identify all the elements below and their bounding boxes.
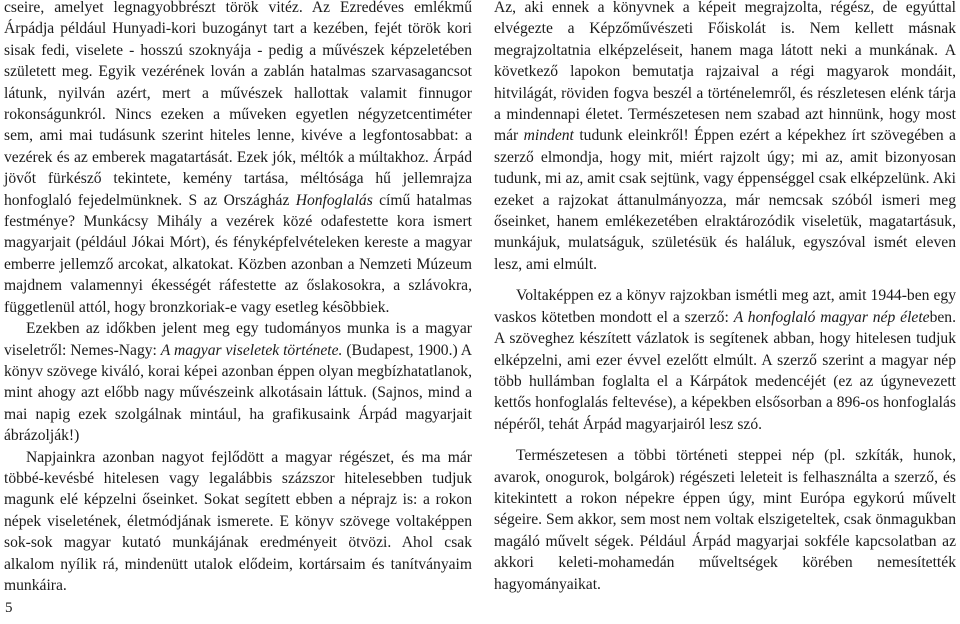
page-number: 5 <box>5 600 13 616</box>
text-run: Az, aki ennek a könyvnek a képeit megrajzolta, régész, de egyúttal elvégezte a Képzőművészeti Főiskolát is. Nem kellett másnak megrajzoltatnia elképzeléseit, hanem maga látott neki a munkának. A következő lapokon bemutatja rajzaival a régi magyarok mondáit, hitvilágát, röviden fogva beszél a történelemről, és részletesen elénk tárja a mindennapi életet. Természetesen nem szabad azt hinnünk, hogy most már <box>494 0 956 145</box>
paragraph-left-1 <box>4 0 472 318</box>
text-run: Napjainkra azonban nagyot fejlődött a magyar régészet, és ma már többé-kevésbé hitelesen vagy legalábbis százszor hitelesebben tudjuk magunk elé képzelni őseinket. Sokat segített ebben a néprajz is: a rokon népek viseletének, életmódjának ismerete. E könyv szövege voltaképpen sok-sok magyar kutató munkájának eredményeit ötvözi. Ahol csak alkalom nyílik rá, mindenütt utalok elődeim, kortársaim és tanítványaim munkáira. <box>4 448 472 594</box>
italic-title-viseletek: A magyar viseletek története. <box>160 341 343 359</box>
paragraph-left-2 <box>4 318 472 446</box>
text-run: cseire, amelyet legnagyobbrészt török vitéz. Az Ezredéves emlékmű Árpádja például Hunyadi-kori buzogányt tart a kezében, fejét török kori sisak fedi, viselete - hosszú szoknyája - pedig a művészek képzeletében született meg. Egyik vezérének lován a zablán hatalmas szarvasagancsot látunk, nyilván azért, mert a művészek hallottak valamit finnugor rokonságunkról. Nincs ezeken a műveken egyetlen négyzetcentiméter sem, ami mai tudásunk szerint hiteles lenne, kivéve a legfontosabbat: a vezérek és az emberek magatartását. Ezek jók, méltók a múltakhoz. Árpád jövőt fürkésző tekintete, kemény tartása, méltósága hű jellemrajza honfoglaló fejedelmünknek. S az Országház <box>4 0 472 209</box>
text-run: Természetesen a többi történeti steppei nép (pl. szkíták, hunok, avarok, onogurok, bolgárok) régészeti leleteit is felhasználta a szerző, és kitekintett a rokon népekre éppen úgy, mint Európa egykorú művelt ségeire. Sem akkor, sem most nem voltak elszigeteltek, csak önmagukban magáló művelt ségek. Például Árpád magyarjai sokféle kapcsolatban az akkori keleti-mohamedán műveltségek körében nemesítették hagyományaikat. <box>494 447 956 593</box>
italic-word-mindent: mindent <box>523 127 574 145</box>
paragraph-right-1 <box>494 0 956 275</box>
italic-title-honfoglalas: Honfoglalás <box>295 191 373 209</box>
paragraph-right-3 <box>494 445 956 595</box>
text-run: ben. A szöveghez készített vázlatok is segítenek abban, hogy hitelesen tudjuk elképzelni, ami ezer évvel ezelőtt elmúlt. A szerző szerint a magyar nép több hullámban foglalta el a Kárpátok medencéjét (ez az úgynevezett kettős honfoglalás feltevése), a képekben elsősorban a 896-os honfoglalás népéről, tehát Árpád magyarjairól lesz szó. <box>494 308 956 433</box>
text-run: című hatalmas festménye? Munkácsy Mihály a vezérek közé odafestette kora ismert magyarjait (például Jókai Mórt), és fényképfelvételeken kereste a magyar emberre jellemző arcokat, alkatokat. Közben azonban a Nemzeti Múzeum majdnem valamennyi ékességét ráfestette az őslakosokra, a szlávokra, függetlenül attól, hogy bronzkoriak-e vagy esetleg késõbbiek. <box>4 191 472 316</box>
paragraph-left-3 <box>4 447 472 597</box>
paragraph-right-2 <box>494 285 956 435</box>
italic-title-honfoglalo: A honfoglaló magyar nép élete <box>733 308 930 326</box>
text-run: (Budapest, 1900.) A könyv szövege kiváló, korai képei azonban éppen olyan megbízhatatlanok, mint ahogy azt előbb nagy művészeink alkotásain láttuk. (Sajnos, mind a mai napig ezek szolgálnak mintául, ha grafikusaink Árpád magyarjait ábrázolják!) <box>4 341 472 445</box>
right-text-column <box>494 0 956 595</box>
text-run: Voltaképpen ez a könyv rajzokban ismétli meg azt, amit 1944-ben egy vaskos kötetben mondott el a szerző: <box>494 287 956 326</box>
text-run: Ezekben az időkben jelent meg egy tudományos munka is a magyar viseletről: Nemes-Nagy: <box>4 320 472 359</box>
text-run: tudunk eleinkről! Éppen ezért a képekhez írt szövegében a szerző elmondja, hogy mit, miért rajzolt úgy; mi az, amit bizonyosan tudunk, mi az, amit csak sejtünk, vagy éppenséggel csak elképzelünk. Aki ezeket a rajzokat áttanulmányozza, már nemcsak szóból ismeri meg őseinket, hanem emlékezetében elraktározódik viseletük, magatartásuk, munkájuk, mulatságuk, születésük és haláluk, egyszóval ismét eleven lesz, ami elmúlt. <box>494 127 956 273</box>
left-text-column <box>4 0 472 596</box>
